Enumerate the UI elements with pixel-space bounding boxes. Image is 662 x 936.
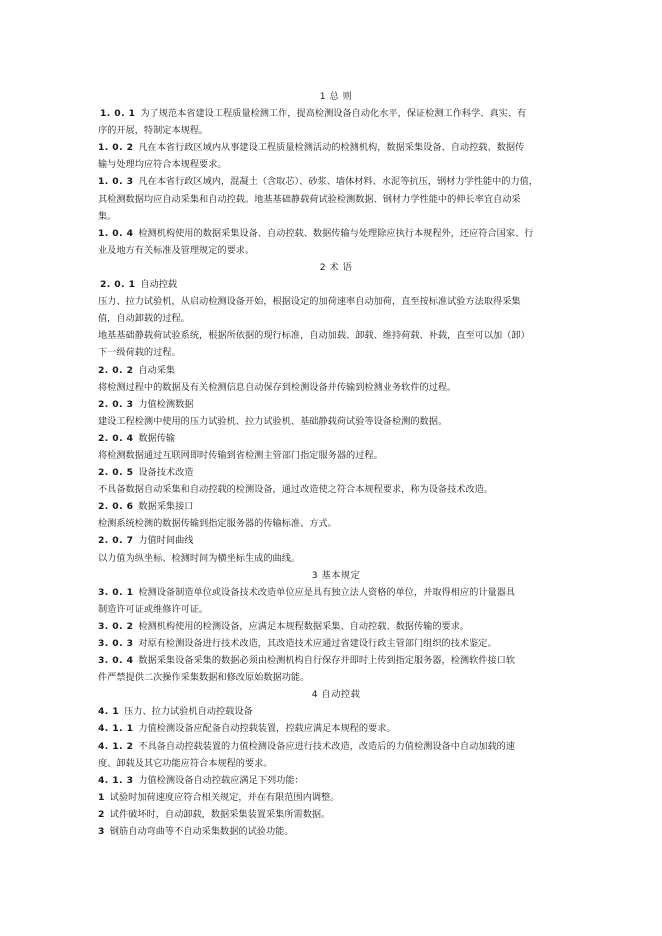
paragraph-line: 检测系统检测的数据传输到指定服务器的传输标准、方式。 — [98, 518, 337, 530]
clause-number: 2. 0. 7 — [98, 535, 134, 547]
clause-text: 数据传输 — [138, 432, 176, 444]
list-item — [98, 806, 574, 823]
paragraph-line: 件严禁提供二次操作采集数据和修改原始数据功能。 — [98, 672, 310, 684]
paragraph-line: 不具备数据自动采集和自动控载的检测设备，通过改造使之符合本规程要求，称为设备技术改造。 — [98, 484, 494, 496]
paragraph-line: 其检测数据均应自动采集和自动控载。地基基础静载荷试验检测数据、钢材力学性能中的伸长率宜自动采 — [98, 193, 521, 205]
clause-text: 力值检测设备自动控载应满足下列功能： — [138, 774, 304, 786]
clause — [98, 618, 574, 635]
clause-number: 4. 1 — [98, 706, 120, 718]
clause — [98, 105, 574, 122]
clause — [98, 362, 574, 379]
clause-text: 对原有检测设备进行技术改造，其改造技术应通过省建设行政主管部门组织的技术鉴定。 — [138, 638, 497, 649]
clause-number: 1. 0. 1 — [100, 108, 136, 120]
clause — [98, 652, 574, 669]
clause-number: 4. 1. 3 — [98, 774, 134, 786]
clause-number: 2. 0. 1 — [100, 279, 136, 291]
clause-text: 压力、拉力试验机自动控载设备 — [124, 706, 253, 718]
clause — [98, 498, 574, 515]
clause-text: 为了规范本省建设工程质量检测工作，提高检测设备自动化水平，保证检测工作科学、真实、有 — [140, 108, 527, 120]
clause-text: 凡在本省行政区域内，混凝土（含取芯）、砂浆、墙体材料、水泥等抗压，钢材力学性能中的力值， — [138, 176, 539, 188]
clause — [98, 139, 574, 156]
paragraph-line: 下一级荷载的过程。 — [98, 347, 181, 359]
paragraph-line: 地基基础静载荷试验系统，根据所依据的现行标准，自动加载、卸载、维持荷载、补载，直至可以加（卸） — [98, 330, 530, 342]
paragraph-line: 以力值为纵坐标、检测时间为横坐标生成的曲线。 — [98, 552, 301, 564]
clause-number: 2. 0. 4 — [98, 432, 134, 444]
document-page — [98, 88, 574, 840]
clause-number: 4. 1. 1 — [98, 723, 134, 735]
clause-number: 3. 0. 2 — [98, 620, 134, 632]
clause-number: 3. 0. 4 — [98, 655, 134, 667]
clause-text: 检测设备制造单位或设备技术改造单位应是具有独立法人资格的单位，并取得相应的计量器具 — [138, 586, 516, 598]
clause-text: 力值检测设备应配备自动控载装置，控载应满足本规程的要求。 — [138, 723, 396, 735]
list-item-number: 1 — [98, 791, 105, 803]
section-heading: 3 基本规定 — [311, 569, 361, 581]
clause-text: 数据采集设备采集的数据必须由检测机构自行保存并即时上传到指定服务器，检测软件接口软 — [138, 655, 516, 667]
clause — [98, 772, 574, 789]
clause-number: 1. 0. 3 — [98, 176, 134, 188]
section-heading: 2 术 语 — [319, 261, 353, 273]
list-item-text: 试件破坏时，自动卸载，数据采集装置采集所需数据。 — [109, 808, 331, 820]
clause-text: 自动采集 — [138, 364, 176, 376]
paragraph-line: 制造许可证或维修许可证。 — [98, 603, 209, 615]
section-heading: 4 自动控载 — [311, 689, 361, 701]
clause — [98, 635, 574, 652]
paragraph-line: 将检测过程中的数据及有关检测信息自动保存到检测设备并传输到检测业务软件的过程。 — [98, 381, 457, 393]
clause-number: 1. 0. 2 — [98, 142, 134, 154]
list-item-number: 2 — [98, 808, 105, 820]
list-item-text: 钢筋自动弯曲等不自动采集数据的试验功能。 — [109, 826, 294, 838]
clause — [98, 430, 574, 447]
clause-number: 4. 1. 2 — [98, 740, 134, 752]
clause-number: 3. 0. 1 — [98, 586, 134, 598]
paragraph-line: 将检测数据通过互联网即时传输到省检测主管部门指定服务器的过程。 — [98, 449, 383, 461]
clause-number: 2. 0. 5 — [98, 467, 134, 479]
clause-number: 2. 0. 6 — [98, 501, 134, 513]
clause — [98, 276, 574, 293]
clause-number: 3. 0. 3 — [98, 638, 134, 649]
clause-text: 检测机构使用的数据采集设备、自动控载、数据传输与处理除应执行本规程外，还应符合国家、行 — [138, 227, 534, 239]
clause — [98, 464, 574, 481]
clause — [98, 720, 574, 737]
clause-text: 力值检测数据 — [138, 398, 194, 410]
clause-number: 2. 0. 3 — [98, 398, 134, 410]
section-heading: 1 总 则 — [319, 91, 353, 102]
clause — [98, 703, 574, 720]
paragraph-line: 压力、拉力试验机，从启动检测设备开始，根据设定的加荷速率自动加荷，直至按标准试验方法取得采集 — [98, 296, 521, 308]
paragraph-line: 业及地方有关标准及管理规定的要求。 — [98, 244, 255, 256]
paragraph-line: 值，自动卸载的过程。 — [98, 313, 190, 325]
list-item-number: 3 — [98, 826, 105, 838]
clause-text: 力值时间曲线 — [138, 535, 194, 547]
clause-text: 不具备自动控载装置的力值检测设备应进行技术改造，改造后的力值检测设备中自动加载的速 — [138, 740, 516, 752]
clause — [98, 396, 574, 413]
clause-text: 设备技术改造 — [138, 467, 194, 479]
clause — [98, 225, 574, 242]
clause-text: 数据采集接口 — [138, 501, 194, 513]
paragraph-line: 建设工程检测中使用的压力试验机、拉力试验机、基础静载荷试验等设备检测的数据。 — [98, 415, 448, 427]
clause-number: 1. 0. 4 — [98, 227, 134, 239]
list-item-text: 试验时加荷速度应符合相关规定，并在有限范围内调整。 — [109, 791, 340, 803]
clause-text: 凡在本省行政区域内从事建设工程质量检测活动的检测机构，数据采集设备、自动控载、数据传 — [138, 142, 525, 154]
paragraph-line: 序的开展，特制定本规程。 — [98, 125, 209, 137]
clause — [98, 738, 574, 755]
clause-text: 自动控载 — [140, 279, 178, 291]
clause — [98, 173, 574, 190]
list-item — [98, 789, 574, 806]
paragraph-line: 输与处理均应符合本规程要求。 — [98, 159, 227, 171]
paragraph-line: 度、卸载及其它功能应符合本规程的要求。 — [98, 757, 273, 769]
clause — [98, 532, 574, 549]
clause-text: 检测机构使用的检测设备，应满足本规程数据采集、自动控载、数据传输的要求。 — [138, 620, 470, 632]
clause — [98, 584, 574, 601]
list-item — [98, 823, 574, 840]
paragraph-line: 集。 — [98, 210, 117, 222]
clause-number: 2. 0. 2 — [98, 364, 134, 376]
